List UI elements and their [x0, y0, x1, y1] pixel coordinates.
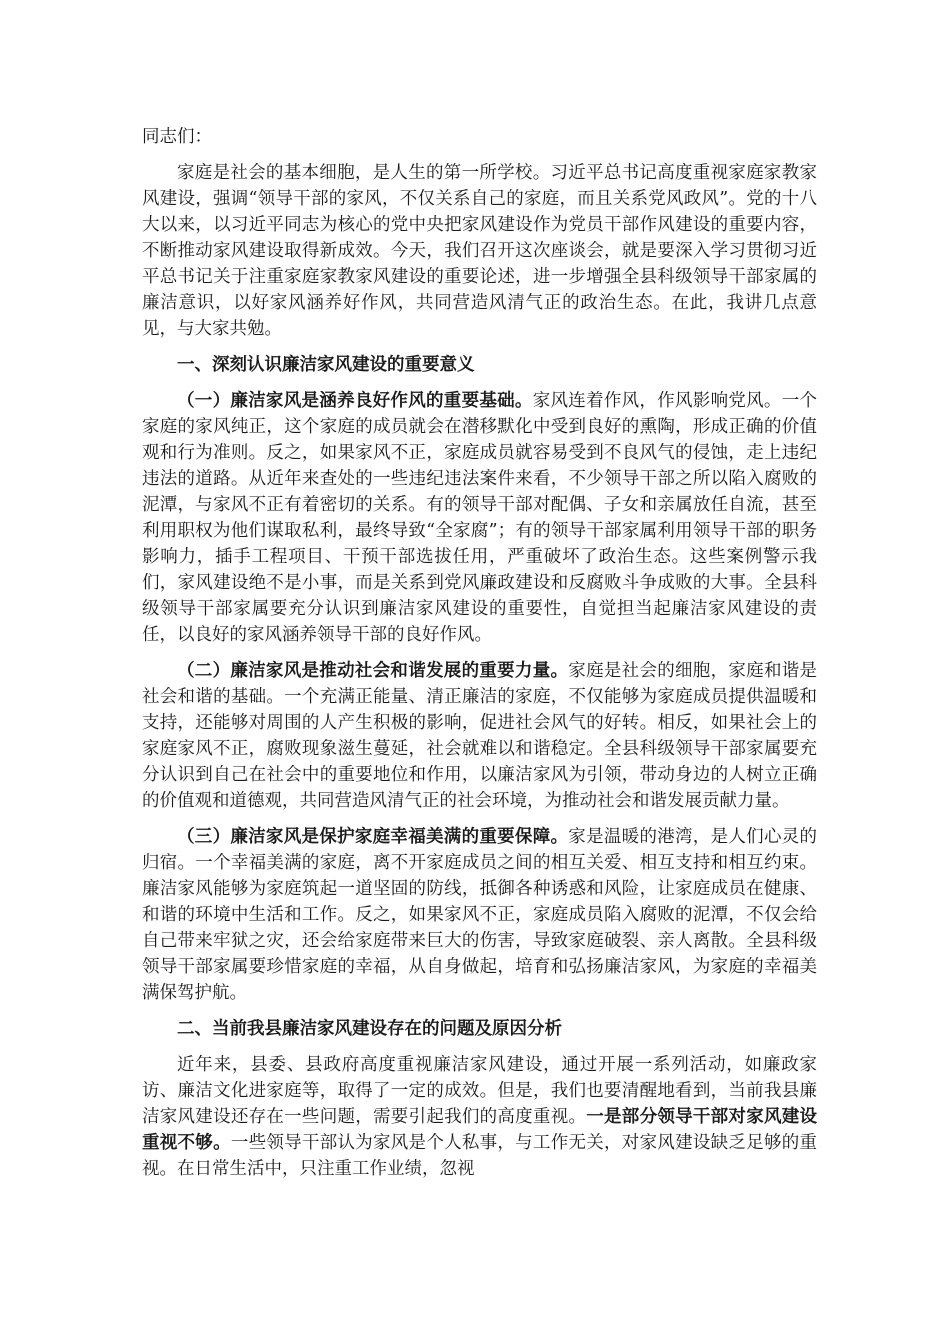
- paragraph-text: 近年来，县委、县政府高度重视廉洁家风建设，通过开展一系列活动，如廉政家访、廉洁文化进家庭等，取得了一定的成效。但是，我们也要清醒地看到，当前我县廉洁家风建设还存在一些问题，需要引起我们的高度重视。: [142, 1055, 817, 1127]
- paragraph-text: 家庭是社会的细胞，家庭和谐是社会和谐的基础。一个充满正能量、清正廉洁的家庭，不仅能够为家庭成员提供温暖和支持，还能够对周围的人产生积极的影响，促进社会风气的好转。相反，如果社会上的家庭家风不正，腐败现象滋生蔓延，社会就难以和谐稳定。全县科级领导干部家属要充分认识到自己在社会中的重要地位和作用，以廉洁家风为引领，带动身边的人树立正确的价值观和道德观，共同营造风清气正的社会环境，为推动社会和谐发展贡献力量。: [142, 661, 818, 811]
- paragraph-text: 一些领导干部认为家风是个人私事，与工作无关，对家风建设缺乏足够的重视。在日常生活中，只注重工作业绩，忽视: [142, 1133, 818, 1179]
- paragraph-1-3: [142, 824, 817, 1006]
- salutation: 同志们：: [142, 127, 212, 147]
- paragraph-1-1: [142, 388, 817, 648]
- paragraph-lead: （一）廉洁家风是涵养良好作风的重要基础。: [177, 391, 533, 411]
- paragraph-text: 家风连着作风，作风影响党风。一个家庭的家风纯正，这个家庭的成员就会在潜移默化中受到良好的熏陶，形成正确的价值观和行为准则。反之，如果家风不正，家庭成员就容易受到不良风气的侵蚀，走上违纪违法的道路。从近年来查处的一些违纪违法案件来看，不少领导干部之所以陷入腐败的泥潭，与家风不正有着密切的关系。有的领导干部对配偶、子女和亲属放任自流，甚至利用职权为他们谋取私利，最终导致“全家腐”；有的领导干部家属利用领导干部的职务影响力，插手工程项目、干预干部选拔任用，严重破坏了政治生态。这些案例警示我们，家风建设绝不是小事，而是关系到党风廉政建设和反腐败斗争成败的大事。全县科级领导干部家属要充分认识到廉洁家风建设的重要性，自觉担当起廉洁家风建设的责任，以良好的家风涵养领导干部的良好作风。: [142, 391, 818, 645]
- paragraph-lead: （三）廉洁家风是保护家庭幸福美满的重要保障。: [177, 827, 569, 847]
- paragraph-lead: 一是部分领导干部对家风建设重视不够。: [142, 1107, 818, 1153]
- document-body: [142, 124, 817, 1188]
- paragraph-2-1: [142, 1052, 817, 1182]
- section-heading-1: 一、深刻认识廉洁家风建设的重要意义: [177, 355, 475, 375]
- paragraph-text: 家是温暖的港湾，是人们心灵的归宿。一个幸福美满的家庭，离不开家庭成员之间的相互关爱、相互支持和相互约束。廉洁家风能够为家庭筑起一道坚固的防线，抵御各种诱惑和风险，让家庭成员在健康、和谐的环境中生活和工作。反之，如果家风不正，家庭成员陷入腐败的泥潭，不仅会给自己带来牢狱之灾，还会给家庭带来巨大的伤害，导致家庭破裂、亲人离散。全县科级领导干部家属要珍惜家庭的幸福，从自身做起，培育和弘扬廉洁家风，为家庭的幸福美满保驾护航。: [142, 827, 818, 1003]
- section-heading-2: 二、当前我县廉洁家风建设存在的问题及原因分析: [177, 1019, 562, 1039]
- intro-paragraph: 家庭是社会的基本细胞，是人生的第一所学校。习近平总书记高度重视家庭家教家风建设，强调“领导干部的家风，不仅关系自己的家庭，而且关系党风政风”。党的十八大以来，以习近平同志为核心的党中央把家风建设作为党员干部作风建设的重要内容，不断推动家风建设取得新成效。今天，我们召开这次座谈会，就是要深入学习贯彻习近平总书记关于注重家庭家教家风建设的重要论述，进一步增强全县科级领导干部家属的廉洁意识，以好家风涵养好作风，共同营造风清气正的政治生态。在此，我讲几点意见，与大家共勉。: [142, 163, 817, 339]
- paragraph-lead: （二）廉洁家风是推动社会和谐发展的重要力量。: [177, 661, 569, 681]
- paragraph-1-2: [142, 658, 817, 814]
